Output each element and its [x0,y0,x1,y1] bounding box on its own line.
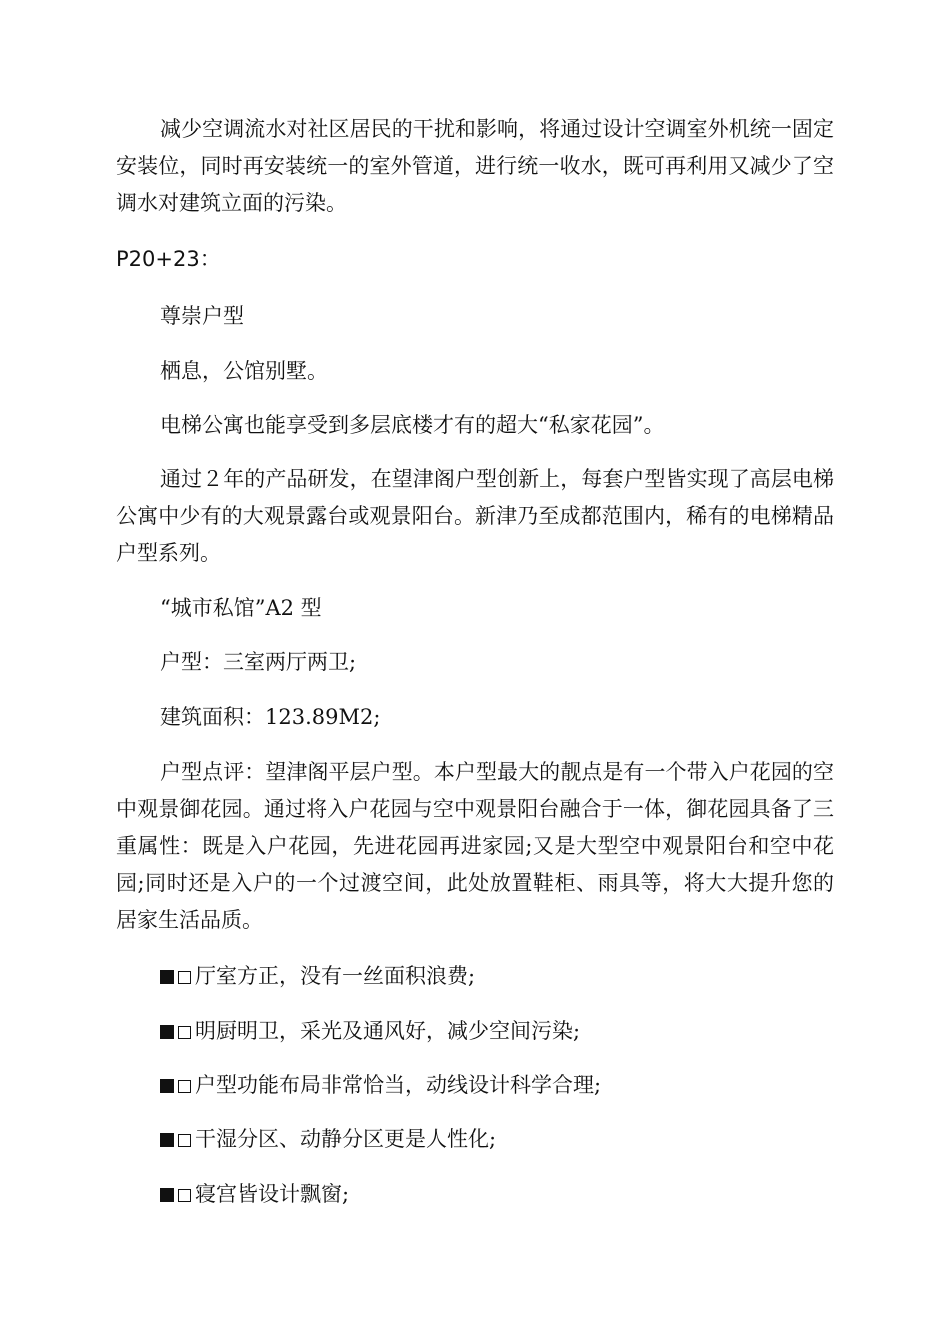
paragraph-area: 建筑面积：123.89M2; [160,705,381,729]
empty-square-icon [178,1189,191,1202]
empty-square-icon [178,1026,191,1039]
filled-square-icon [160,1025,174,1039]
list-item-text: 明厨明卫，采光及通风好，减少空间污染; [195,1019,581,1043]
paragraph-layout: 户型：三室两厅两卫; [160,650,357,674]
paragraph-subtitle: 栖息，公馆别墅。 [160,359,328,383]
filled-square-icon [160,1133,174,1147]
list-item [160,1013,580,1050]
empty-square-icon [178,971,191,984]
paragraph-unit-type: “城市私馆”A2 型 [160,596,322,620]
list-item-text: 厅室方正，没有一丝面积浪费; [195,964,476,988]
section-heading: P20+23： [116,247,221,271]
list-item [160,1176,349,1213]
filled-square-icon [160,970,174,984]
filled-square-icon [160,1079,174,1093]
list-item-text: 干湿分区、动静分区更是人性化; [195,1127,497,1151]
list-item [160,1067,601,1104]
paragraph-private-garden: 电梯公寓也能享受到多层底楼才有的超大“私家花园”。 [160,413,665,437]
list-item-text: 户型功能布局非常恰当，动线设计科学合理; [195,1073,602,1097]
empty-square-icon [178,1134,191,1147]
list-item [160,1121,496,1158]
paragraph-product-development: 通过２年的产品研发，在望津阁户型创新上，每套户型皆实现了高层电梯公寓中少有的大观景露台或观景阳台。新津乃至成都范围内，稀有的电梯精品户型系列。 [116,467,834,565]
empty-square-icon [178,1080,191,1093]
paragraph-title: 尊崇户型 [160,304,244,328]
filled-square-icon [160,1188,174,1202]
paragraph-review: 户型点评：望津阁平层户型。本户型最大的靓点是有一个带入户花园的空中观景御花园。通过将入户花园与空中观景阳台融合于一体，御花园具备了三重属性：既是入户花园，先进花园再进家园;又是大型空中观景阳台和空中花园;同时还是入户的一个过渡空间，此处放置鞋柜、雨具等，将大大提升您的居家生活品质。 [116,760,834,932]
list-item [160,958,475,995]
paragraph-air-conditioning: 减少空调流水对社区居民的干扰和影响，将通过设计空调室外机统一固定安装位，同时再安装统一的室外管道，进行统一收水，既可再利用又减少了空调水对建筑立面的污染。 [116,117,834,215]
list-item-text: 寝宫皆设计飘窗; [195,1182,350,1206]
